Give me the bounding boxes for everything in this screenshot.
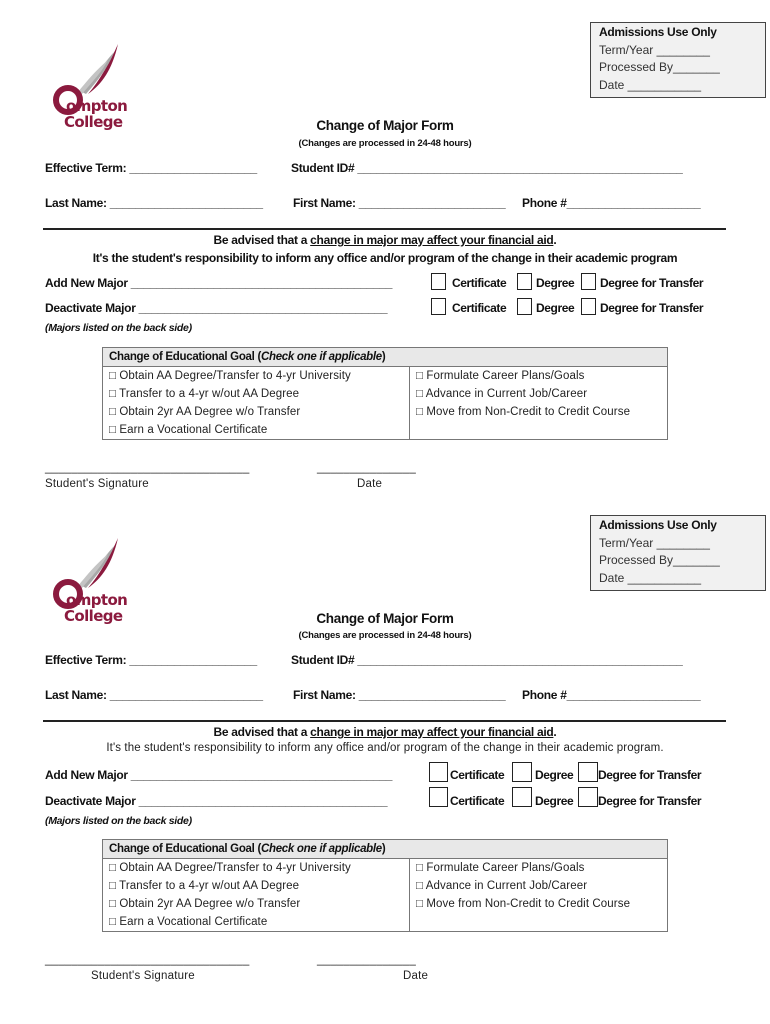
date-line[interactable]: _______________ bbox=[317, 462, 416, 474]
goal-option[interactable]: □ Advance in Current Job/Career bbox=[410, 877, 668, 895]
form-subtitle: (Changes are processed in 24-48 hours) bbox=[298, 630, 472, 641]
last-name-field[interactable]: Last Name: ________________________ bbox=[45, 196, 263, 210]
goal-option[interactable]: □ Advance in Current Job/Career bbox=[410, 385, 668, 403]
goal-table-heading: Change of Educational Goal (Check one if applicable) bbox=[103, 840, 668, 859]
add-degree-transfer-checkbox[interactable] bbox=[578, 762, 598, 782]
phone-field[interactable]: Phone #_____________________ bbox=[522, 196, 701, 210]
goal-option-empty bbox=[410, 421, 668, 440]
effective-term-field[interactable]: Effective Term: ____________________ bbox=[45, 161, 257, 175]
signature-label: Student's Signature bbox=[45, 478, 149, 490]
goal-table-heading: Change of Educational Goal (Check one if applicable) bbox=[103, 348, 668, 367]
deactivate-degree-checkbox[interactable] bbox=[512, 787, 532, 807]
add-degree-transfer-checkbox[interactable] bbox=[581, 273, 596, 290]
admissions-heading: Admissions Use Only bbox=[599, 518, 717, 532]
responsibility-notice: It's the student's responsibility to inform any office and/or program of the change in their academic program. bbox=[106, 742, 664, 754]
goal-option[interactable]: □ Formulate Career Plans/Goals bbox=[410, 859, 668, 878]
add-certificate-checkbox[interactable] bbox=[431, 273, 446, 290]
educational-goal-table bbox=[102, 839, 668, 932]
add-new-major-field[interactable]: Add New Major _________________________________________ bbox=[45, 768, 393, 782]
deactivate-degree-transfer-checkbox[interactable] bbox=[581, 298, 596, 315]
phone-field[interactable]: Phone #_____________________ bbox=[522, 688, 701, 702]
deactivate-major-field[interactable]: Deactivate Major _______________________________________ bbox=[45, 301, 388, 315]
goal-option[interactable]: □ Move from Non-Credit to Credit Course bbox=[410, 403, 668, 421]
section-divider bbox=[43, 720, 726, 722]
term-year-field[interactable]: Term/Year ________ bbox=[599, 535, 710, 550]
term-year-field[interactable]: Term/Year ________ bbox=[599, 42, 710, 57]
deactivate-degree-checkbox[interactable] bbox=[517, 298, 532, 315]
add-degree-transfer-label: Degree for Transfer bbox=[598, 768, 702, 782]
form-title: Change of Major Form bbox=[316, 611, 454, 626]
financial-aid-notice: Be advised that a change in major may affect your financial aid. bbox=[213, 725, 557, 739]
add-certificate-label: Certificate bbox=[450, 768, 505, 782]
form-title: Change of Major Form bbox=[316, 118, 454, 133]
processed-by-field[interactable]: Processed By_______ bbox=[599, 553, 720, 567]
add-degree-label: Degree bbox=[535, 768, 574, 782]
date-label: Date bbox=[403, 970, 429, 982]
deactivate-certificate-label: Certificate bbox=[452, 301, 507, 315]
form-subtitle: (Changes are processed in 24-48 hours) bbox=[298, 138, 472, 149]
financial-aid-link-text: change in major may affect your financial aid bbox=[310, 725, 554, 739]
date-label: Date bbox=[357, 478, 383, 490]
deactivate-degree-label: Degree bbox=[536, 301, 575, 315]
goal-option[interactable]: □ Earn a Vocational Certificate bbox=[103, 913, 410, 932]
add-new-major-field[interactable]: Add New Major _________________________________________ bbox=[45, 276, 393, 290]
deactivate-degree-transfer-checkbox[interactable] bbox=[578, 787, 598, 807]
first-name-field[interactable]: First Name: _______________________ bbox=[293, 196, 506, 210]
majors-note: (Majors listed on the back side) bbox=[45, 815, 192, 827]
date-line[interactable]: _______________ bbox=[317, 954, 416, 966]
logo-text-line2: College bbox=[64, 607, 123, 625]
admissions-use-box bbox=[590, 515, 766, 591]
student-id-field[interactable]: Student ID# ___________________________________________________ bbox=[291, 653, 683, 667]
educational-goal-table bbox=[102, 347, 668, 440]
financial-aid-link-text: change in major may affect your financial aid bbox=[310, 233, 554, 247]
add-degree-label: Degree bbox=[536, 276, 575, 290]
add-degree-transfer-label: Degree for Transfer bbox=[600, 276, 704, 290]
admissions-use-box bbox=[590, 22, 766, 98]
signature-line[interactable]: _______________________________ bbox=[45, 954, 250, 966]
goal-option[interactable]: □ Formulate Career Plans/Goals bbox=[410, 367, 668, 386]
majors-note: (Majors listed on the back side) bbox=[45, 322, 192, 334]
financial-aid-notice: Be advised that a change in major may affect your financial aid. bbox=[213, 233, 557, 247]
goal-option[interactable]: □ Transfer to a 4-yr w/out AA Degree bbox=[103, 385, 410, 403]
goal-option[interactable]: □ Obtain AA Degree/Transfer to 4-yr University bbox=[103, 367, 410, 386]
admissions-heading: Admissions Use Only bbox=[599, 25, 717, 39]
goal-option[interactable]: □ Obtain 2yr AA Degree w/o Transfer bbox=[103, 895, 410, 913]
goal-option[interactable]: □ Move from Non-Credit to Credit Course bbox=[410, 895, 668, 913]
add-certificate-checkbox[interactable] bbox=[429, 762, 448, 782]
add-degree-checkbox[interactable] bbox=[517, 273, 532, 290]
student-id-field[interactable]: Student ID# ___________________________________________________ bbox=[291, 161, 683, 175]
responsibility-notice: It's the student's responsibility to inform any office and/or program of the change in their academic program bbox=[92, 251, 678, 265]
first-name-field[interactable]: First Name: _______________________ bbox=[293, 688, 506, 702]
admissions-date-field[interactable]: Date ___________ bbox=[599, 77, 702, 92]
section-divider bbox=[43, 228, 726, 230]
deactivate-certificate-label: Certificate bbox=[450, 794, 505, 808]
deactivate-degree-label: Degree bbox=[535, 794, 574, 808]
logo-text-line2: College bbox=[64, 113, 123, 131]
goal-option[interactable]: □ Obtain 2yr AA Degree w/o Transfer bbox=[103, 403, 410, 421]
goal-option[interactable]: □ Obtain AA Degree/Transfer to 4-yr University bbox=[103, 859, 410, 878]
goal-option[interactable]: □ Earn a Vocational Certificate bbox=[103, 421, 410, 440]
signature-label: Student's Signature bbox=[91, 970, 195, 982]
signature-line[interactable]: _______________________________ bbox=[45, 462, 250, 474]
logo-text-line1: ompton bbox=[66, 97, 128, 115]
deactivate-certificate-checkbox[interactable] bbox=[431, 298, 446, 315]
deactivate-degree-transfer-label: Degree for Transfer bbox=[600, 301, 704, 315]
last-name-field[interactable]: Last Name: ________________________ bbox=[45, 688, 263, 702]
logo-text-line1: ompton bbox=[66, 591, 128, 609]
deactivate-degree-transfer-label: Degree for Transfer bbox=[598, 794, 702, 808]
admissions-date-field[interactable]: Date ___________ bbox=[599, 570, 702, 585]
goal-option[interactable]: □ Transfer to a 4-yr w/out AA Degree bbox=[103, 877, 410, 895]
add-degree-checkbox[interactable] bbox=[512, 762, 532, 782]
deactivate-certificate-checkbox[interactable] bbox=[429, 787, 448, 807]
goal-option-empty bbox=[410, 913, 668, 932]
deactivate-major-field[interactable]: Deactivate Major _______________________________________ bbox=[45, 794, 388, 808]
effective-term-field[interactable]: Effective Term: ____________________ bbox=[45, 653, 257, 667]
add-certificate-label: Certificate bbox=[452, 276, 507, 290]
processed-by-field[interactable]: Processed By_______ bbox=[599, 60, 720, 74]
